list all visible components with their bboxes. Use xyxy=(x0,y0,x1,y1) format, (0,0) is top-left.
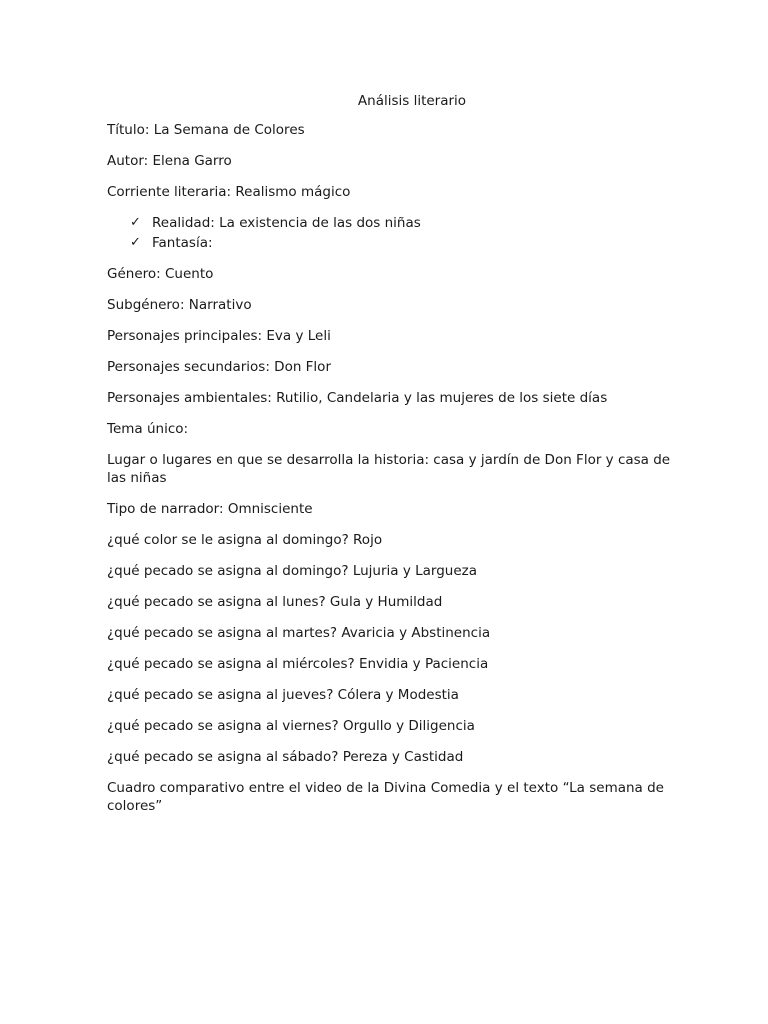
text-line-titulo: Título: La Semana de Colores xyxy=(107,122,305,138)
question-line-lunes: ¿qué pecado se asigna al lunes? Gula y Humildad xyxy=(107,594,443,610)
checklist xyxy=(107,214,687,252)
text-line-autor: Autor: Elena Garro xyxy=(107,153,232,169)
checklist-item-label: Realidad: La existencia de las dos niñas xyxy=(152,215,421,231)
question-line-jueves: ¿qué pecado se asigna al jueves? Cólera y Modestia xyxy=(107,687,459,703)
text-line-narrador: Tipo de narrador: Omnisciente xyxy=(107,501,313,517)
checklist-item-label: Fantasía: xyxy=(152,235,213,251)
document-title: Análisis literario xyxy=(357,93,467,109)
question-line-domingo: ¿qué pecado se asigna al domingo? Lujuria y Largueza xyxy=(107,563,478,579)
document-body xyxy=(107,92,687,828)
text-line-genero: Género: Cuento xyxy=(107,266,214,282)
checklist-item xyxy=(130,234,687,252)
question-line-miercoles: ¿qué pecado se asigna al miércoles? Envidia y Paciencia xyxy=(107,656,489,672)
checklist-item xyxy=(130,214,687,232)
question-line-viernes: ¿qué pecado se asigna al viernes? Orgullo y Diligencia xyxy=(107,718,475,734)
text-line-personajes-ambientales: Personajes ambientales: Rutilio, Candelaria y las mujeres de los siete días xyxy=(107,390,608,406)
text-line-tema: Tema único: xyxy=(107,421,189,437)
check-icon: ✓ xyxy=(130,215,141,230)
question-line-color-domingo: ¿qué color se le asigna al domingo? Rojo xyxy=(107,532,383,548)
text-line-lugar: Lugar o lugares en que se desarrolla la historia: casa y jardín de Don Flor y casa de las niñas xyxy=(107,452,671,486)
text-line-cuadro-comparativo: Cuadro comparativo entre el video de la Divina Comedia y el texto “La semana de colores” xyxy=(107,780,664,814)
question-line-martes: ¿qué pecado se asigna al martes? Avaricia y Abstinencia xyxy=(107,625,491,641)
text-line-personajes-principales: Personajes principales: Eva y Leli xyxy=(107,328,331,344)
question-line-sabado: ¿qué pecado se asigna al sábado? Pereza y Castidad xyxy=(107,749,464,765)
text-line-corriente: Corriente literaria: Realismo mágico xyxy=(107,184,351,200)
check-icon: ✓ xyxy=(130,235,141,250)
text-line-personajes-secundarios: Personajes secundarios: Don Flor xyxy=(107,359,331,375)
text-line-subgenero: Subgénero: Narrativo xyxy=(107,297,252,313)
